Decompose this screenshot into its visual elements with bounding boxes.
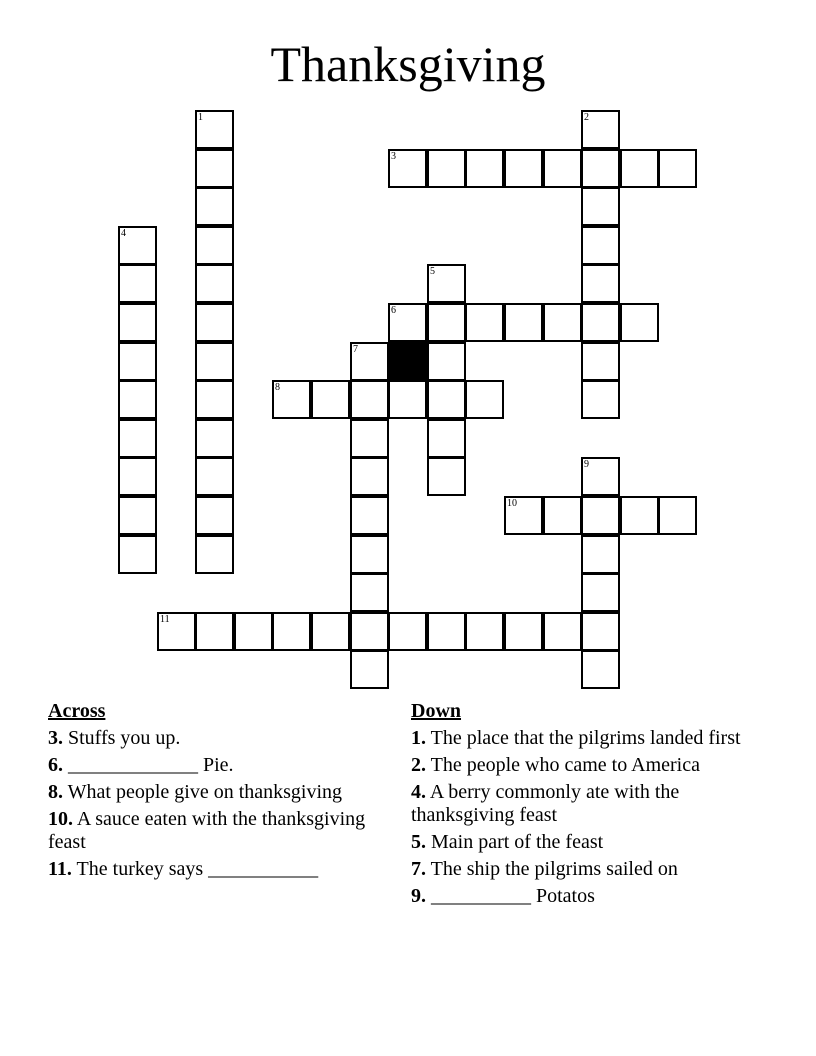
crossword-cell[interactable]	[350, 496, 389, 535]
crossword-cell[interactable]	[195, 264, 234, 303]
clue-number: 10.	[48, 808, 73, 830]
black-square	[388, 342, 427, 381]
clue-number: 1.	[411, 727, 426, 749]
crossword-cell[interactable]	[195, 419, 234, 458]
cell-number: 1	[198, 112, 203, 123]
down-clue	[411, 781, 751, 827]
cell-number: 5	[430, 266, 435, 277]
down-clues	[411, 700, 751, 912]
crossword-cell[interactable]	[195, 303, 234, 342]
crossword-cell[interactable]	[272, 380, 311, 419]
down-clue	[411, 858, 751, 881]
down-clue	[411, 885, 751, 908]
cell-number: 9	[584, 459, 589, 470]
crossword-cell[interactable]	[620, 303, 659, 342]
crossword-cell[interactable]	[118, 380, 157, 419]
crossword-cell[interactable]	[465, 303, 504, 342]
crossword-cell[interactable]	[465, 380, 504, 419]
across-clue	[48, 781, 378, 804]
down-clue	[411, 727, 751, 750]
clue-text: Main part of the feast	[431, 831, 604, 853]
crossword-cell[interactable]	[350, 535, 389, 574]
crossword-cell[interactable]	[388, 303, 427, 342]
crossword-cell[interactable]	[581, 650, 620, 689]
clue-text: A sauce eaten with the thanksgiving feast	[48, 808, 366, 853]
across-clue	[48, 808, 378, 854]
cell-number: 6	[391, 305, 396, 316]
crossword-cell[interactable]	[581, 226, 620, 265]
crossword-cell[interactable]	[543, 303, 582, 342]
crossword-cell[interactable]	[350, 342, 389, 381]
crossword-cell[interactable]	[504, 303, 543, 342]
down-clue	[411, 754, 751, 777]
clue-number: 7.	[411, 858, 426, 880]
crossword-cell[interactable]	[388, 612, 427, 651]
crossword-cell[interactable]	[581, 380, 620, 419]
crossword-cell[interactable]	[543, 149, 582, 188]
crossword-cell[interactable]	[465, 612, 504, 651]
crossword-cell[interactable]	[118, 342, 157, 381]
crossword-cell[interactable]	[118, 496, 157, 535]
crossword-cell[interactable]	[350, 380, 389, 419]
crossword-cell[interactable]	[581, 535, 620, 574]
crossword-cell[interactable]	[118, 264, 157, 303]
clue-number: 4.	[411, 781, 426, 803]
crossword-cell[interactable]	[311, 612, 350, 651]
crossword-cell[interactable]	[350, 650, 389, 689]
clue-text: The turkey says ___________	[76, 858, 319, 880]
crossword-cell[interactable]	[427, 149, 466, 188]
crossword-cell[interactable]	[581, 573, 620, 612]
cell-number: 7	[353, 344, 358, 355]
crossword-cell[interactable]	[195, 149, 234, 188]
clue-text: The people who came to America	[430, 754, 700, 776]
clue-text: Stuffs you up.	[68, 727, 181, 749]
crossword-cell[interactable]	[195, 187, 234, 226]
clue-text: _____________ Pie.	[68, 754, 234, 776]
crossword-cell[interactable]	[581, 342, 620, 381]
across-clue	[48, 727, 378, 750]
crossword-cell[interactable]	[195, 457, 234, 496]
crossword-cell[interactable]	[118, 419, 157, 458]
cell-number: 4	[121, 228, 126, 239]
cell-number: 3	[391, 151, 396, 162]
crossword-cell[interactable]	[350, 573, 389, 612]
crossword-cell[interactable]	[581, 303, 620, 342]
cell-number: 8	[275, 382, 280, 393]
crossword-cell[interactable]	[195, 535, 234, 574]
crossword-cell[interactable]	[504, 496, 543, 535]
across-clues	[48, 700, 378, 885]
down-heading: Down	[411, 700, 462, 722]
crossword-cell[interactable]	[195, 342, 234, 381]
crossword-cell[interactable]	[195, 110, 234, 149]
crossword-cell[interactable]	[427, 419, 466, 458]
clue-number: 6.	[48, 754, 63, 776]
puzzle-title: Thanksgiving	[270, 36, 546, 92]
crossword-cell[interactable]	[427, 380, 466, 419]
crossword-cell[interactable]	[581, 457, 620, 496]
crossword-cell[interactable]	[427, 303, 466, 342]
crossword-cell[interactable]	[504, 149, 543, 188]
cell-number: 11	[160, 614, 170, 625]
crossword-cell[interactable]	[581, 110, 620, 149]
crossword-cell[interactable]	[118, 226, 157, 265]
clue-text: The place that the pilgrims landed first	[430, 727, 741, 749]
clue-number: 2.	[411, 754, 426, 776]
crossword-cell[interactable]	[427, 457, 466, 496]
crossword-cell[interactable]	[118, 457, 157, 496]
crossword-cell[interactable]	[118, 535, 157, 574]
clue-number: 3.	[48, 727, 63, 749]
crossword-cell[interactable]	[195, 612, 234, 651]
clue-number: 11.	[48, 858, 72, 880]
crossword-cell[interactable]	[581, 496, 620, 535]
clue-text: A berry commonly ate with the thanksgiving feast	[411, 781, 680, 826]
crossword-cell[interactable]	[543, 612, 582, 651]
crossword-cell[interactable]	[427, 612, 466, 651]
clue-number: 5.	[411, 831, 426, 853]
crossword-cell[interactable]	[427, 264, 466, 303]
crossword-cell[interactable]	[581, 264, 620, 303]
cell-number: 2	[584, 112, 589, 123]
crossword-cell[interactable]	[620, 149, 659, 188]
crossword-cell[interactable]	[465, 149, 504, 188]
crossword-cell[interactable]	[272, 612, 311, 651]
crossword-cell[interactable]	[543, 496, 582, 535]
crossword-cell[interactable]	[118, 303, 157, 342]
crossword-cell[interactable]	[311, 380, 350, 419]
crossword-cell[interactable]	[157, 612, 196, 651]
across-clue	[48, 754, 378, 777]
crossword-cell[interactable]	[350, 457, 389, 496]
crossword-cell[interactable]	[620, 496, 659, 535]
across-heading: Across	[48, 700, 106, 722]
crossword-cell[interactable]	[195, 226, 234, 265]
crossword-cell[interactable]	[350, 612, 389, 651]
crossword-cell[interactable]	[195, 380, 234, 419]
crossword-cell[interactable]	[581, 187, 620, 226]
crossword-cell[interactable]	[195, 496, 234, 535]
crossword-cell[interactable]	[388, 149, 427, 188]
clue-text: The ship the pilgrims sailed on	[430, 858, 678, 880]
crossword-cell[interactable]	[658, 149, 697, 188]
clue-text: __________ Potatos	[431, 885, 595, 907]
clue-number: 9.	[411, 885, 426, 907]
crossword-cell[interactable]	[234, 612, 273, 651]
crossword-cell[interactable]	[350, 419, 389, 458]
crossword-cell[interactable]	[658, 496, 697, 535]
crossword-cell[interactable]	[427, 342, 466, 381]
crossword-cell[interactable]	[581, 149, 620, 188]
cell-number: 10	[507, 498, 517, 509]
crossword-cell[interactable]	[581, 612, 620, 651]
crossword-cell[interactable]	[504, 612, 543, 651]
across-clue	[48, 858, 378, 881]
down-clue	[411, 831, 751, 854]
clue-number: 8.	[48, 781, 63, 803]
crossword-cell[interactable]	[388, 380, 427, 419]
clue-text: What people give on thanksgiving	[67, 781, 343, 803]
